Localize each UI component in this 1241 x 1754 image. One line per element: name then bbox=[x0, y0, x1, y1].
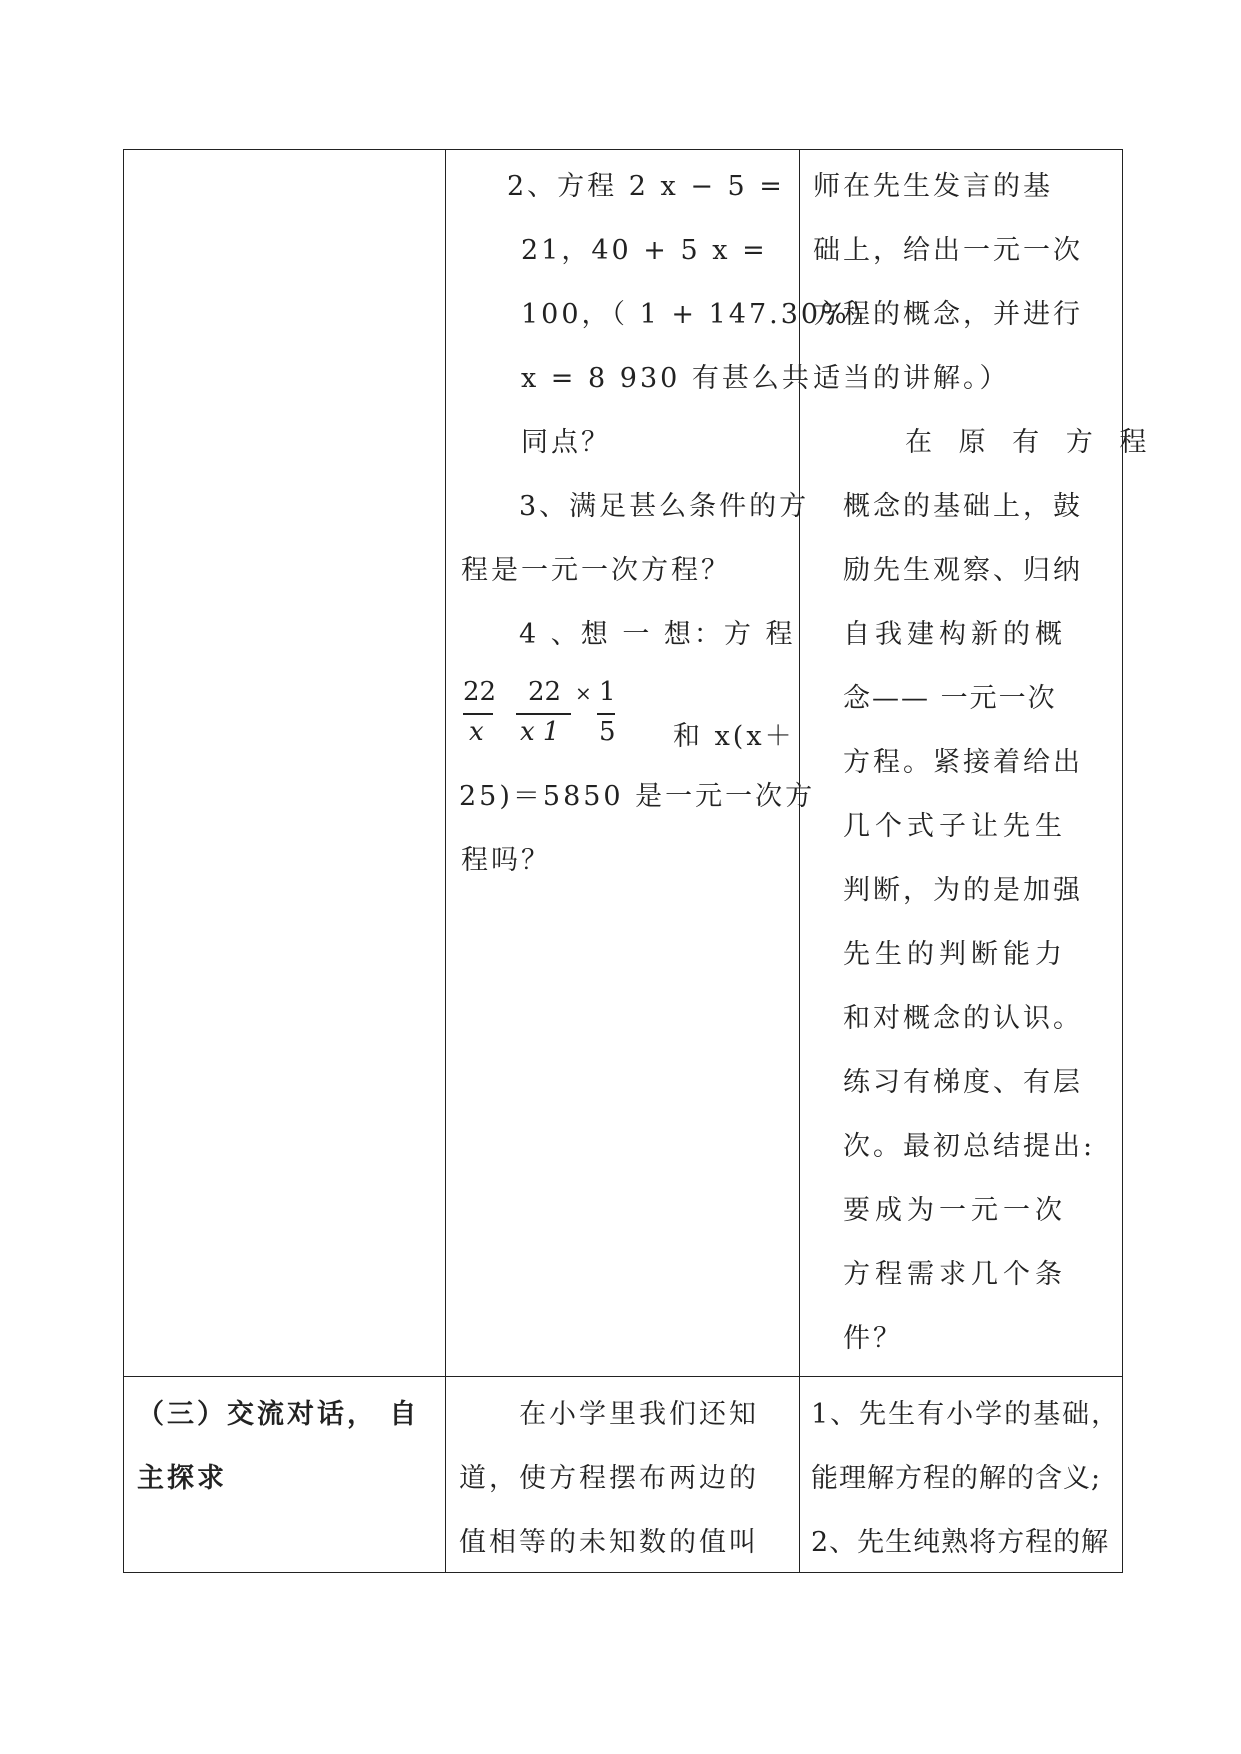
lesson-plan-table: 2、方程 2 x − 5 = 21，40 + 5 x = 100，（ 1 + 147.30%） x = 8 930 有甚么共 同点？ 3、满足甚么条件的方 程是一元一次方程？ 4 、想 一 想：方 程 22 x 22 x 1 × 1 5 和 x(x＋ 25)＝5850 是一元一次方 程吗？ 师在先生发言的基 础上，给出一元一次 方程的概念，并进行 适当的讲解。） 在 原 有 方 程 概念的基础上，鼓 励先生观察、归纳 自我建构新的概 念—— 一元一次 方程。紧接着给出 几个式子让先生 判断，为的是加强 先生的判断能力 和对概念的认识。 练习有梯度、有层 次。最初总结提出: 要成为一元一次 方程需求几个条 件？ （三）交流对话， 自 主探求 在小学里我们还知 道，使方程摆布两边的 值相等的未知数的值叫 1、先生有小学的基础， 能理解方程的解的含义; 2、先生纯熟将方程的解 bbox=[123, 149, 1123, 1573]
table-border-bottom bbox=[123, 1572, 1123, 1573]
fraction-bar bbox=[597, 713, 615, 715]
text-line: 程吗？ bbox=[461, 845, 551, 876]
stage-heading-line: （三）交流对话， 自 bbox=[137, 1399, 420, 1430]
stage-heading-line: 主探求 bbox=[137, 1463, 227, 1494]
text-line: 方程。紧接着给出 bbox=[843, 747, 1083, 778]
text-line: 适当的讲解。） bbox=[813, 363, 1010, 394]
text-line: 念—— 一元一次 bbox=[843, 683, 1057, 714]
text-line: 同点？ bbox=[521, 427, 611, 458]
text-line: 25)＝5850 是一元一次方 bbox=[459, 781, 816, 812]
text-line: 概念的基础上，鼓 bbox=[843, 491, 1083, 522]
text-line: 判断，为的是加强 bbox=[843, 875, 1083, 906]
text-line: 练习有梯度、有层 bbox=[843, 1067, 1083, 1098]
text-line: 础上，给出一元一次 bbox=[813, 235, 1083, 266]
text-line: 几个式子让先生 bbox=[843, 811, 1067, 842]
table-border-right bbox=[1122, 149, 1123, 1573]
text-line: 在 原 有 方 程 bbox=[905, 427, 1156, 458]
text-line: 师在先生发言的基 bbox=[813, 171, 1053, 202]
table-border-top bbox=[123, 149, 1123, 150]
text-line: 和对概念的认识。 bbox=[843, 1003, 1083, 1034]
text-line: 程是一元一次方程？ bbox=[461, 555, 731, 586]
text-line: 和 x(x＋ bbox=[673, 721, 795, 752]
text-line: 方程需求几个条 bbox=[843, 1259, 1067, 1290]
text-line: 2、方程 2 x − 5 = bbox=[507, 171, 785, 202]
text-line: 件？ bbox=[843, 1323, 903, 1354]
text-line: 自我建构新的概 bbox=[843, 619, 1067, 650]
text-line: 要成为一元一次 bbox=[843, 1195, 1067, 1226]
text-line: 次。最初总结提出: bbox=[843, 1131, 1096, 1162]
text-line: 21，40 + 5 x = bbox=[521, 235, 768, 266]
row-divider bbox=[123, 1376, 1123, 1377]
multiply-sign: × bbox=[575, 681, 592, 705]
fraction-bar bbox=[463, 713, 493, 715]
fraction-bar bbox=[516, 713, 571, 715]
text-line: 道，使方程摆布两边的 bbox=[459, 1463, 759, 1494]
text-line: 先生的判断能力 bbox=[843, 939, 1067, 970]
text-line: 100，（ 1 + 147.30%） bbox=[521, 299, 880, 330]
text-line: 2、先生纯熟将方程的解 bbox=[811, 1527, 1110, 1558]
text-line: 值相等的未知数的值叫 bbox=[459, 1527, 759, 1558]
text-line: 励先生观察、归纳 bbox=[843, 555, 1083, 586]
text-line: 3、满足甚么条件的方 bbox=[519, 491, 810, 522]
column-divider-1 bbox=[445, 149, 446, 1573]
text-line: x = 8 930 有甚么共 bbox=[521, 363, 812, 394]
text-line: 在小学里我们还知 bbox=[519, 1399, 759, 1430]
text-line: 方程的概念，并进行 bbox=[813, 299, 1083, 330]
text-line: 1、先生有小学的基础， bbox=[811, 1399, 1121, 1430]
text-line: 能理解方程的解的含义; bbox=[811, 1463, 1102, 1494]
table-border-left bbox=[123, 149, 124, 1573]
text-line: 4 、想 一 想：方 程 bbox=[519, 619, 796, 650]
